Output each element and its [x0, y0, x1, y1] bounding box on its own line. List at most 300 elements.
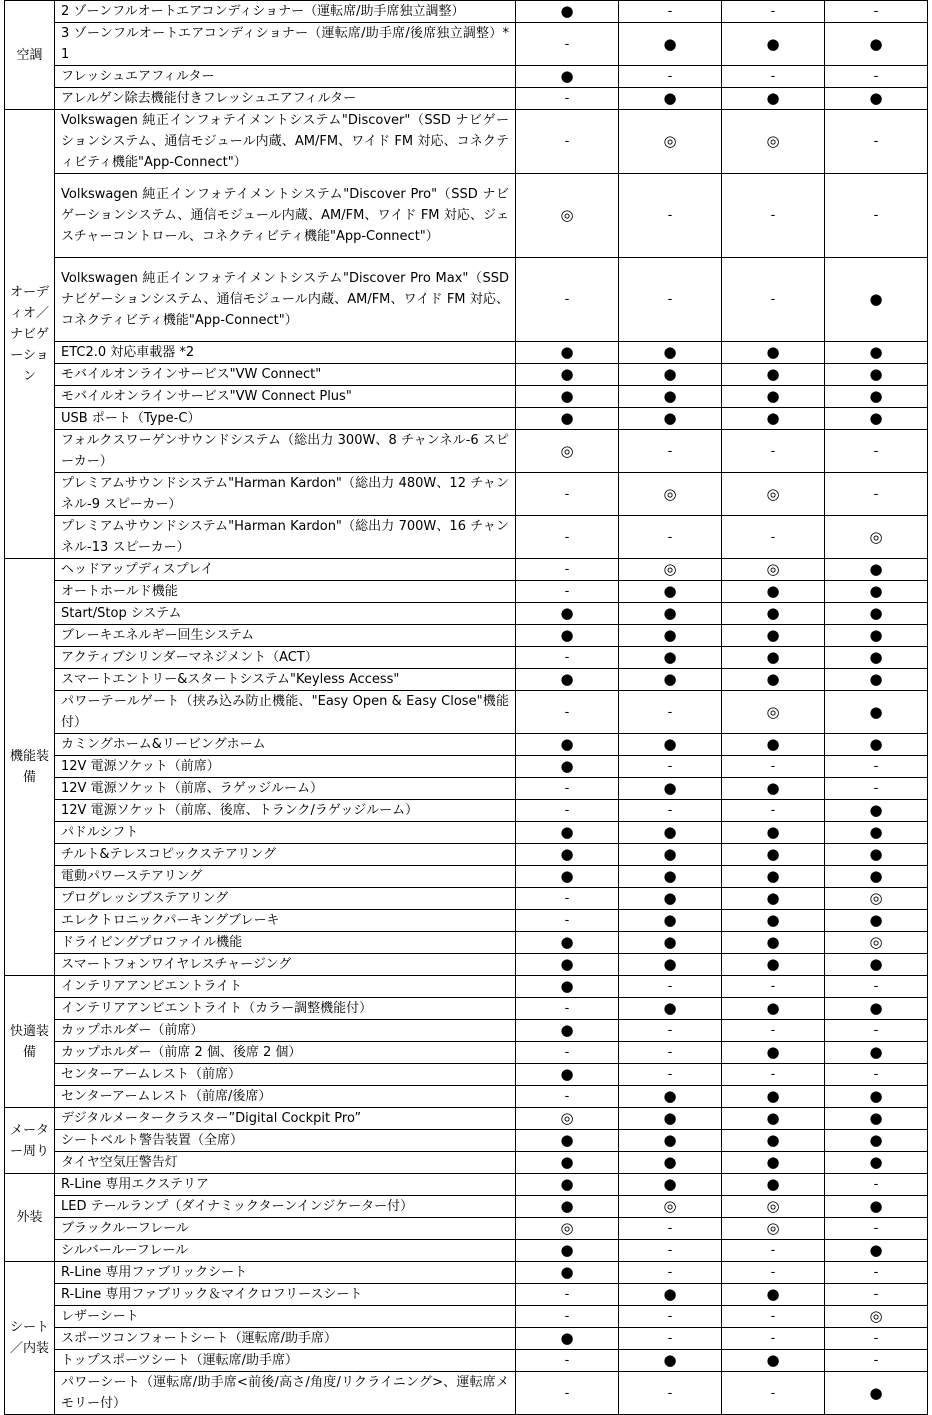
category-cell: 空調	[5, 1, 55, 110]
availability-cell: ●	[722, 625, 825, 647]
availability-cell: ◎	[722, 1196, 825, 1218]
availability-cell: ◎	[516, 430, 619, 473]
availability-cell: ●	[619, 866, 722, 888]
availability-cell: ●	[619, 822, 722, 844]
availability-cell: -	[516, 1086, 619, 1108]
availability-cell: -	[516, 1042, 619, 1064]
availability-cell: -	[722, 1, 825, 23]
availability-cell: -	[619, 1372, 722, 1415]
availability-cell: ●	[619, 954, 722, 976]
item-name-cell: LED テールランプ（ダイナミックターンインジケーター付）	[55, 1196, 516, 1218]
availability-cell: ◎	[825, 888, 928, 910]
availability-cell: -	[516, 23, 619, 66]
table-row	[5, 1328, 928, 1350]
availability-cell: ●	[516, 603, 619, 625]
availability-cell: -	[619, 800, 722, 822]
availability-cell: -	[516, 110, 619, 174]
availability-cell: -	[722, 976, 825, 998]
availability-cell: -	[619, 174, 722, 258]
availability-cell: ●	[722, 1130, 825, 1152]
availability-cell: -	[825, 1, 928, 23]
item-name-cell: フォルクスワーゲンサウンドシステム（総出力 300W、8 チャンネル-6 スピーカー）	[55, 430, 516, 473]
availability-cell: ●	[825, 386, 928, 408]
category-cell: 快適装備	[5, 976, 55, 1108]
item-name-cell: ブレーキエネルギー回生システム	[55, 625, 516, 647]
availability-cell: ●	[516, 756, 619, 778]
availability-cell: ●	[722, 778, 825, 800]
availability-cell: -	[516, 1372, 619, 1415]
item-name-cell: インテリアアンビエントライト（カラー調整機能付）	[55, 998, 516, 1020]
item-name-cell: チルト&テレスコピックステアリング	[55, 844, 516, 866]
item-name-cell: スマートエントリー&スタートシステム"Keyless Access"	[55, 669, 516, 691]
table-row	[5, 734, 928, 756]
availability-cell: ◎	[722, 473, 825, 516]
availability-cell: ●	[516, 66, 619, 88]
availability-cell: ●	[722, 844, 825, 866]
category-cell: 機能装備	[5, 559, 55, 976]
availability-cell: ●	[825, 1240, 928, 1262]
availability-cell: ●	[619, 778, 722, 800]
availability-cell: -	[825, 1350, 928, 1372]
availability-cell: ●	[516, 386, 619, 408]
availability-cell: -	[516, 778, 619, 800]
availability-cell: ●	[722, 581, 825, 603]
table-row	[5, 800, 928, 822]
availability-cell: ●	[825, 342, 928, 364]
availability-cell: ◎	[825, 516, 928, 559]
availability-cell: ●	[516, 1152, 619, 1174]
availability-cell: -	[722, 1240, 825, 1262]
availability-cell: ●	[516, 1196, 619, 1218]
availability-cell: ●	[825, 669, 928, 691]
availability-cell: ●	[619, 23, 722, 66]
table-row	[5, 174, 928, 258]
item-name-cell: 2 ゾーンフルオートエアコンディショナー（運転席/助手席独立調整）	[55, 1, 516, 23]
availability-cell: -	[619, 516, 722, 559]
table-row	[5, 88, 928, 110]
availability-cell: -	[722, 430, 825, 473]
table-row	[5, 1262, 928, 1284]
availability-cell: ●	[722, 1350, 825, 1372]
table-row	[5, 364, 928, 386]
availability-cell: ●	[825, 1042, 928, 1064]
availability-cell: ●	[825, 647, 928, 669]
availability-cell: ●	[516, 342, 619, 364]
availability-cell: -	[722, 174, 825, 258]
item-name-cell: カミングホーム&リービングホーム	[55, 734, 516, 756]
availability-cell: ●	[619, 581, 722, 603]
availability-cell: ●	[722, 669, 825, 691]
availability-cell: -	[516, 581, 619, 603]
table-row	[5, 1306, 928, 1328]
availability-cell: ◎	[516, 1218, 619, 1240]
availability-cell: ●	[825, 954, 928, 976]
availability-cell: -	[516, 559, 619, 581]
table-row	[5, 1042, 928, 1064]
availability-cell: ●	[516, 822, 619, 844]
availability-cell: ●	[722, 1086, 825, 1108]
availability-cell: -	[825, 976, 928, 998]
item-name-cell: モバイルオンラインサービス"VW Connect Plus"	[55, 386, 516, 408]
item-name-cell: R-Line 専用エクステリア	[55, 1174, 516, 1196]
availability-cell: -	[516, 516, 619, 559]
table-row	[5, 1020, 928, 1042]
item-name-cell: ブラックルーフレール	[55, 1218, 516, 1240]
availability-cell: ◎	[825, 932, 928, 954]
item-name-cell: アクティブシリンダーマネジメント（ACT）	[55, 647, 516, 669]
item-name-cell: フレッシュエアフィルター	[55, 66, 516, 88]
table-row	[5, 1152, 928, 1174]
table-row	[5, 516, 928, 559]
availability-cell: ●	[825, 408, 928, 430]
table-row	[5, 844, 928, 866]
availability-cell: -	[516, 691, 619, 734]
availability-cell: -	[825, 1174, 928, 1196]
availability-cell: -	[825, 1328, 928, 1350]
availability-cell: -	[722, 1328, 825, 1350]
availability-cell: ●	[722, 647, 825, 669]
item-name-cell: 12V 電源ソケット（前席、後席、トランク/ラゲッジルーム）	[55, 800, 516, 822]
availability-cell: ●	[516, 954, 619, 976]
availability-cell: ●	[825, 822, 928, 844]
availability-cell: -	[825, 756, 928, 778]
availability-cell: -	[825, 473, 928, 516]
availability-cell: ●	[722, 342, 825, 364]
availability-cell: ◎	[825, 1306, 928, 1328]
category-cell: シート／内装	[5, 1262, 55, 1415]
availability-cell: ●	[825, 625, 928, 647]
availability-cell: ◎	[722, 559, 825, 581]
availability-cell: ●	[516, 1064, 619, 1086]
availability-cell: ●	[516, 625, 619, 647]
availability-cell: -	[619, 1328, 722, 1350]
availability-cell: -	[619, 976, 722, 998]
table-row	[5, 822, 928, 844]
availability-cell: ●	[516, 866, 619, 888]
availability-cell: ●	[619, 647, 722, 669]
availability-cell: ●	[619, 603, 722, 625]
item-name-cell: パワーテールゲート（挟み込み防止機能、"Easy Open & Easy Close"機能付）	[55, 691, 516, 734]
item-name-cell: オートホールド機能	[55, 581, 516, 603]
item-name-cell: カップホルダー（前席 2 個、後席 2 個）	[55, 1042, 516, 1064]
item-name-cell: ドライビングプロファイル機能	[55, 932, 516, 954]
availability-cell: ●	[722, 932, 825, 954]
availability-cell: -	[722, 1020, 825, 1042]
availability-cell: ●	[619, 342, 722, 364]
item-name-cell: インテリアアンビエントライト	[55, 976, 516, 998]
availability-cell: -	[722, 66, 825, 88]
availability-cell: -	[516, 1306, 619, 1328]
item-name-cell: ETC2.0 対応車載器 *2	[55, 342, 516, 364]
availability-cell: ●	[825, 844, 928, 866]
equipment-table	[4, 0, 928, 1415]
availability-cell: -	[825, 1020, 928, 1042]
item-name-cell: プレミアムサウンドシステム"Harman Kardon"（総出力 700W、16 チャンネル-13 スピーカー）	[55, 516, 516, 559]
availability-cell: ●	[722, 386, 825, 408]
availability-cell: ●	[619, 888, 722, 910]
table-row	[5, 866, 928, 888]
availability-cell: -	[619, 1042, 722, 1064]
table-row	[5, 998, 928, 1020]
item-name-cell: パドルシフト	[55, 822, 516, 844]
availability-cell: ●	[619, 1130, 722, 1152]
availability-cell: ◎	[619, 110, 722, 174]
table-row	[5, 1372, 928, 1415]
availability-cell: ●	[825, 23, 928, 66]
availability-cell: ●	[825, 603, 928, 625]
availability-cell: ●	[722, 1152, 825, 1174]
item-name-cell: USB ポート（Type-C）	[55, 408, 516, 430]
item-name-cell: シートベルト警告装置（全席）	[55, 1130, 516, 1152]
item-name-cell: センターアームレスト（前席）	[55, 1064, 516, 1086]
availability-cell: -	[825, 174, 928, 258]
availability-cell: ◎	[722, 110, 825, 174]
availability-cell: -	[722, 1372, 825, 1415]
table-row	[5, 23, 928, 66]
availability-cell: ●	[722, 1108, 825, 1130]
availability-cell: -	[516, 473, 619, 516]
table-row	[5, 110, 928, 174]
table-row	[5, 778, 928, 800]
availability-cell: ●	[825, 866, 928, 888]
table-row	[5, 1240, 928, 1262]
availability-cell: ●	[825, 734, 928, 756]
availability-cell: -	[722, 1306, 825, 1328]
table-row	[5, 976, 928, 998]
availability-cell: -	[722, 258, 825, 342]
availability-cell: ●	[619, 1152, 722, 1174]
availability-cell: -	[619, 1, 722, 23]
item-name-cell: Volkswagen 純正インフォテイメントシステム"Discover Pro"（SSD ナビゲーションシステム、通信モジュール内蔵、AM/FM、ワイド FM 対応、ジェスチャーコントロール、コネクティビティ機能"App-Connect"）	[55, 174, 516, 258]
item-name-cell: スポーツコンフォートシート（運転席/助手席）	[55, 1328, 516, 1350]
availability-cell: ◎	[619, 473, 722, 516]
availability-cell: ●	[722, 1284, 825, 1306]
availability-cell: ●	[825, 800, 928, 822]
availability-cell: ●	[825, 1196, 928, 1218]
availability-cell: ●	[516, 1174, 619, 1196]
table-row	[5, 1064, 928, 1086]
table-row	[5, 756, 928, 778]
table-row	[5, 581, 928, 603]
item-name-cell: カップホルダー（前席）	[55, 1020, 516, 1042]
availability-cell: ●	[722, 23, 825, 66]
availability-cell: ●	[722, 954, 825, 976]
item-name-cell: 電動パワーステアリング	[55, 866, 516, 888]
availability-cell: ●	[619, 734, 722, 756]
availability-cell: -	[619, 1218, 722, 1240]
availability-cell: -	[516, 88, 619, 110]
table-row	[5, 1130, 928, 1152]
availability-cell: ●	[825, 998, 928, 1020]
availability-cell: -	[619, 1262, 722, 1284]
item-name-cell: 12V 電源ソケット（前席）	[55, 756, 516, 778]
availability-cell: ●	[825, 1152, 928, 1174]
availability-cell: ●	[619, 844, 722, 866]
item-name-cell: R-Line 専用ファブリックシート	[55, 1262, 516, 1284]
table-row	[5, 625, 928, 647]
item-name-cell: エレクトロニックパーキングブレーキ	[55, 910, 516, 932]
availability-cell: ●	[722, 910, 825, 932]
availability-cell: ●	[516, 364, 619, 386]
availability-cell: ●	[516, 734, 619, 756]
availability-cell: ●	[619, 1086, 722, 1108]
availability-cell: ●	[619, 364, 722, 386]
availability-cell: ●	[722, 1042, 825, 1064]
availability-cell: -	[722, 756, 825, 778]
availability-cell: ●	[619, 408, 722, 430]
availability-cell: ●	[516, 932, 619, 954]
availability-cell: ◎	[516, 174, 619, 258]
availability-cell: ●	[619, 88, 722, 110]
availability-cell: -	[825, 1284, 928, 1306]
availability-cell: -	[722, 800, 825, 822]
availability-cell: -	[619, 66, 722, 88]
item-name-cell: Volkswagen 純正インフォテイメントシステム"Discover Pro Max"（SSD ナビゲーションシステム、通信モジュール内蔵、AM/FM、ワイド FM 対応、コネクティビティ機能"App-Connect"）	[55, 258, 516, 342]
availability-cell: ◎	[619, 559, 722, 581]
availability-cell: -	[619, 1240, 722, 1262]
availability-cell: ●	[516, 1020, 619, 1042]
availability-cell: ●	[722, 888, 825, 910]
table-row	[5, 408, 928, 430]
availability-cell: ◎	[619, 1196, 722, 1218]
availability-cell: ●	[516, 1328, 619, 1350]
availability-cell: ●	[619, 625, 722, 647]
availability-cell: -	[516, 258, 619, 342]
availability-cell: ●	[825, 559, 928, 581]
availability-cell: -	[619, 1306, 722, 1328]
availability-cell: ●	[619, 998, 722, 1020]
availability-cell: ◎	[722, 691, 825, 734]
table-row	[5, 1086, 928, 1108]
table-row	[5, 1108, 928, 1130]
table-row	[5, 1174, 928, 1196]
item-name-cell: モバイルオンラインサービス"VW Connect"	[55, 364, 516, 386]
category-cell: 外装	[5, 1174, 55, 1262]
availability-cell: ●	[516, 408, 619, 430]
table-row	[5, 888, 928, 910]
table-row	[5, 258, 928, 342]
availability-cell: ●	[516, 1130, 619, 1152]
availability-cell: -	[825, 1218, 928, 1240]
availability-cell: -	[825, 1064, 928, 1086]
table-row	[5, 691, 928, 734]
availability-cell: ●	[825, 88, 928, 110]
availability-cell: ●	[722, 866, 825, 888]
item-name-cell: ヘッドアップディスプレイ	[55, 559, 516, 581]
availability-cell: ●	[825, 1130, 928, 1152]
availability-cell: ●	[722, 603, 825, 625]
item-name-cell: トップスポーツシート（運転席/助手席）	[55, 1350, 516, 1372]
table-row	[5, 1284, 928, 1306]
availability-cell: -	[722, 1262, 825, 1284]
availability-cell: -	[825, 430, 928, 473]
item-name-cell: Volkswagen 純正インフォテイメントシステム"Discover"（SSD ナビゲーションシステム、通信モジュール内蔵、AM/FM、ワイド FM 対応、コネクティビティ機能"App-Connect"）	[55, 110, 516, 174]
table-row	[5, 386, 928, 408]
availability-cell: -	[516, 998, 619, 1020]
item-name-cell: プレミアムサウンドシステム"Harman Kardon"（総出力 480W、12 チャンネル-9 スピーカー）	[55, 473, 516, 516]
availability-cell: -	[825, 1262, 928, 1284]
availability-cell: ●	[722, 998, 825, 1020]
table-row	[5, 430, 928, 473]
table-row	[5, 559, 928, 581]
availability-cell: ●	[619, 1174, 722, 1196]
availability-cell: -	[825, 110, 928, 174]
item-name-cell: センターアームレスト（前席/後席）	[55, 1086, 516, 1108]
table-row	[5, 1196, 928, 1218]
item-name-cell: レザーシート	[55, 1306, 516, 1328]
item-name-cell: 3 ゾーンフルオートエアコンディショナー（運転席/助手席/後席独立調整）*1	[55, 23, 516, 66]
availability-cell: ●	[825, 258, 928, 342]
item-name-cell: 12V 電源ソケット（前席、ラゲッジルーム）	[55, 778, 516, 800]
item-name-cell: Start/Stop システム	[55, 603, 516, 625]
availability-cell: ●	[825, 1372, 928, 1415]
item-name-cell: デジタルメータークラスター”Digital Cockpit Pro”	[55, 1108, 516, 1130]
availability-cell: -	[516, 1284, 619, 1306]
availability-cell: ●	[619, 1108, 722, 1130]
availability-cell: ●	[516, 1, 619, 23]
table-row	[5, 647, 928, 669]
availability-cell: -	[825, 778, 928, 800]
availability-cell: ●	[619, 932, 722, 954]
availability-cell: -	[619, 1020, 722, 1042]
availability-cell: ●	[825, 364, 928, 386]
table-row	[5, 603, 928, 625]
availability-cell: ●	[722, 1174, 825, 1196]
availability-cell: ●	[722, 734, 825, 756]
availability-cell: -	[619, 430, 722, 473]
availability-cell: ●	[825, 910, 928, 932]
availability-cell: ●	[619, 910, 722, 932]
availability-cell: -	[516, 647, 619, 669]
table-row	[5, 910, 928, 932]
availability-cell: ●	[825, 1108, 928, 1130]
availability-cell: -	[516, 1350, 619, 1372]
table-row	[5, 669, 928, 691]
table-row	[5, 954, 928, 976]
availability-cell: ●	[619, 669, 722, 691]
availability-cell: ●	[825, 1086, 928, 1108]
availability-cell: -	[722, 1064, 825, 1086]
category-cell: オーディオ／ナビゲーション	[5, 110, 55, 559]
availability-cell: ◎	[722, 1218, 825, 1240]
availability-cell: ●	[516, 844, 619, 866]
category-cell: メーター周り	[5, 1108, 55, 1174]
item-name-cell: アレルゲン除去機能付きフレッシュエアフィルター	[55, 88, 516, 110]
availability-cell: ●	[722, 88, 825, 110]
availability-cell: -	[722, 516, 825, 559]
availability-cell: ●	[722, 364, 825, 386]
availability-cell: ●	[722, 822, 825, 844]
item-name-cell: R-Line 専用ファブリック＆マイクロフリースシート	[55, 1284, 516, 1306]
item-name-cell: スマートフォンワイヤレスチャージング	[55, 954, 516, 976]
availability-cell: -	[825, 66, 928, 88]
availability-cell: -	[619, 691, 722, 734]
availability-cell: ●	[516, 1240, 619, 1262]
availability-cell: -	[619, 258, 722, 342]
availability-cell: ●	[516, 1262, 619, 1284]
table-row	[5, 1, 928, 23]
availability-cell: ◎	[516, 1108, 619, 1130]
availability-cell: ●	[825, 581, 928, 603]
availability-cell: -	[516, 888, 619, 910]
availability-cell: ●	[619, 1284, 722, 1306]
availability-cell: ●	[619, 386, 722, 408]
availability-cell: -	[619, 756, 722, 778]
availability-cell: -	[619, 1064, 722, 1086]
table-row	[5, 473, 928, 516]
table-row	[5, 1218, 928, 1240]
availability-cell: ●	[722, 408, 825, 430]
